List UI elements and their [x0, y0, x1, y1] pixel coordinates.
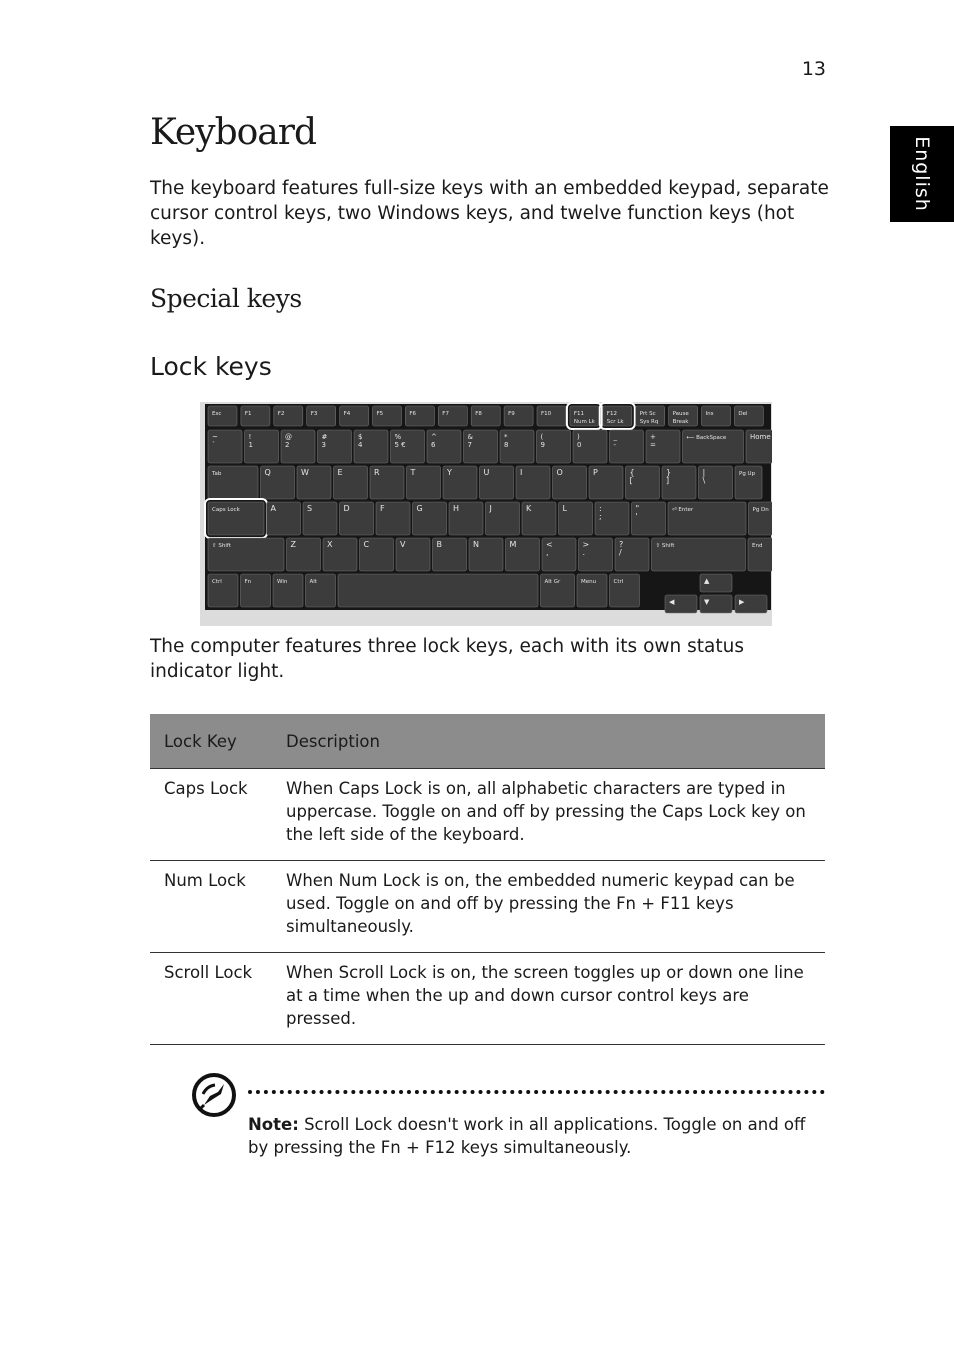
svg-text:Del: Del: [738, 411, 748, 417]
svg-text:Ctrl: Ctrl: [212, 579, 222, 585]
key-num-5: [391, 430, 425, 463]
svg-text:1: 1: [248, 441, 253, 449]
svg-text::: :: [599, 504, 602, 513]
svg-text:': ': [635, 512, 638, 521]
key-f1: [241, 406, 270, 426]
key-row4-5: [413, 502, 447, 535]
svg-text:4: 4: [358, 441, 363, 449]
svg-text:F: F: [380, 504, 385, 513]
key-row5-10: [615, 538, 649, 571]
svg-text:P: P: [593, 468, 598, 477]
svg-text:H: H: [453, 504, 460, 513]
key-row5-6: [469, 538, 503, 571]
key-num-9: [537, 430, 571, 463]
key-row5-8: [542, 538, 576, 571]
key-esc: [208, 406, 237, 426]
lock-key-name: Caps Lock: [150, 769, 272, 861]
key-num-4: [354, 430, 388, 463]
svg-text:Sys Rq: Sys Rq: [639, 419, 659, 425]
svg-text:S: S: [307, 504, 313, 513]
svg-text:&: &: [467, 433, 473, 441]
key-row6-0: [208, 574, 238, 607]
key-pause: [669, 406, 698, 426]
header-description: Description: [272, 714, 825, 769]
key-row6-4: [338, 574, 538, 607]
svg-text:@: @: [285, 433, 292, 441]
key-num-12: [646, 430, 680, 463]
svg-text:C: C: [363, 540, 370, 549]
key-num-3: [318, 430, 352, 463]
svg-text:Scr Lk: Scr Lk: [606, 419, 624, 425]
key-del: [734, 406, 763, 426]
svg-text:+: +: [650, 433, 656, 441]
key-f2: [274, 406, 303, 426]
key-arrow-down: [700, 595, 732, 613]
note-icon: [191, 1072, 237, 1118]
svg-text:^: ^: [431, 433, 437, 441]
svg-text:Pg Dn: Pg Dn: [752, 507, 769, 513]
key-num-11: [610, 430, 644, 463]
svg-text:X: X: [327, 540, 333, 549]
key-num-2: [281, 430, 315, 463]
key-row5-4: [396, 538, 430, 571]
svg-text:F12: F12: [606, 411, 617, 417]
svg-text:Ctrl: Ctrl: [613, 579, 624, 585]
svg-text:⏎ Enter: ⏎ Enter: [672, 507, 694, 513]
svg-text:Y: Y: [447, 468, 452, 477]
svg-text:F9: F9: [508, 411, 515, 417]
svg-text:\: \: [702, 476, 706, 485]
key-arrow-up: [700, 574, 732, 592]
page-title: Keyboard: [150, 112, 317, 153]
svg-text:": ": [635, 504, 640, 513]
svg-text:A: A: [270, 504, 276, 513]
svg-text:Menu: Menu: [581, 579, 597, 585]
lock-key-description: When Scroll Lock is on, the screen toggles up or down one line at a time when the up and down cursor control keys are pressed.: [272, 953, 825, 1045]
keyboard-image: [200, 402, 772, 626]
key-caps-lock: [208, 502, 264, 535]
key-row6-2: [273, 574, 303, 607]
svg-text:<: <: [546, 540, 553, 549]
key-row5-12: [748, 538, 772, 571]
key-row3-0: [208, 466, 258, 499]
language-tab-label: English: [911, 136, 933, 212]
key-row4-6: [449, 502, 483, 535]
key-row6-3: [306, 574, 336, 607]
key-row6-6: [577, 574, 607, 607]
key-arrow-right: [735, 595, 767, 613]
svg-text:8: 8: [504, 441, 509, 449]
svg-text:/: /: [619, 548, 622, 557]
key-row3-10: [589, 466, 623, 499]
svg-text:⟵ BackSpace: ⟵ BackSpace: [686, 435, 727, 441]
svg-text:Z: Z: [290, 540, 296, 549]
svg-text:Q: Q: [264, 468, 271, 477]
key-row4-1: [267, 502, 301, 535]
key-row4-7: [486, 502, 520, 535]
svg-text:Pg Up: Pg Up: [739, 471, 756, 477]
svg-text:Win: Win: [277, 579, 288, 585]
svg-text:G: G: [416, 504, 423, 513]
key-ins: [702, 406, 731, 426]
svg-text:]: ]: [666, 476, 670, 485]
svg-text:F6: F6: [409, 411, 417, 417]
key-row5-9: [579, 538, 613, 571]
note-label: Note:: [248, 1115, 299, 1134]
key-f10: [537, 406, 566, 426]
svg-text:2: 2: [285, 441, 290, 449]
svg-text:K: K: [526, 504, 532, 513]
key-f8: [471, 406, 500, 426]
svg-text:F8: F8: [475, 411, 482, 417]
svg-text:F11: F11: [573, 411, 585, 417]
page-number: 13: [801, 58, 826, 80]
svg-text:Break: Break: [672, 419, 689, 425]
svg-text:T: T: [410, 468, 416, 477]
svg-text:=: =: [650, 441, 656, 449]
svg-text:}: }: [666, 468, 672, 477]
key-row3-9: [553, 466, 587, 499]
svg-text:Fn: Fn: [244, 579, 252, 585]
key-f4: [340, 406, 369, 426]
key-f3: [307, 406, 336, 426]
key-num-6: [427, 430, 461, 463]
svg-text:$: $: [358, 433, 363, 441]
table-row: [150, 953, 825, 1045]
key-row5-1: [287, 538, 321, 571]
svg-text:F5: F5: [376, 411, 384, 417]
svg-text:L: L: [562, 504, 567, 513]
svg-text:#: #: [321, 433, 328, 441]
svg-text:W: W: [301, 468, 309, 477]
key-row6-5: [541, 574, 575, 607]
lock-keys-table: [150, 714, 825, 1045]
svg-text:{: {: [629, 468, 635, 477]
svg-text:.: .: [582, 548, 586, 557]
note-text: Scroll Lock doesn't work in all applications. Toggle on and off by pressing the Fn + F12 keys simultaneously.: [248, 1115, 806, 1157]
svg-text:⇧ Shift: ⇧ Shift: [212, 543, 231, 549]
svg-text:◀: ◀: [669, 598, 675, 606]
key-row4-8: [522, 502, 556, 535]
key-num-8: [500, 430, 534, 463]
key-row5-11: [652, 538, 746, 571]
svg-text:E: E: [337, 468, 343, 477]
key-row4-9: [559, 502, 593, 535]
key-num-7: [464, 430, 498, 463]
svg-text:O: O: [556, 468, 563, 477]
svg-text:`: `: [212, 441, 216, 449]
svg-text:▶: ▶: [739, 598, 745, 606]
key-row3-7: [480, 466, 514, 499]
svg-text:Num Lk: Num Lk: [573, 419, 595, 425]
key-row5-2: [323, 538, 357, 571]
key-f11: [570, 406, 599, 426]
table-row: [150, 769, 825, 861]
svg-text:D: D: [343, 504, 350, 513]
key-row3-5: [407, 466, 441, 499]
svg-text:I: I: [520, 468, 523, 477]
svg-text:Home: Home: [750, 433, 771, 441]
svg-text:M: M: [509, 540, 517, 549]
svg-text:V: V: [400, 540, 406, 549]
svg-text:▲: ▲: [704, 577, 710, 585]
key-row4-2: [303, 502, 337, 535]
svg-text:B: B: [436, 540, 442, 549]
key-row3-11: [626, 466, 660, 499]
svg-text:F4: F4: [343, 411, 351, 417]
key-row3-1: [261, 466, 295, 499]
section-title: Special keys: [150, 284, 302, 313]
lock-key-description: When Num Lock is on, the embedded numeric keypad can be used. Toggle on and off by pressing the Fn + F11 keys simultaneously.: [272, 861, 825, 953]
key-row3-3: [334, 466, 368, 499]
svg-text:7: 7: [467, 441, 472, 449]
key-row3-8: [516, 466, 550, 499]
svg-text:Alt Gr: Alt Gr: [544, 579, 561, 585]
key-row3-14: [735, 466, 762, 499]
svg-text:Esc: Esc: [212, 411, 222, 417]
svg-text:3: 3: [321, 441, 326, 449]
svg-text:End: End: [752, 543, 763, 549]
svg-text:(: (: [540, 433, 544, 441]
key-arrow-left: [665, 595, 697, 613]
key-row3-13: [699, 466, 733, 499]
svg-text:Caps Lock: Caps Lock: [212, 507, 240, 513]
key-row6-1: [241, 574, 271, 607]
subsection-title: Lock keys: [150, 352, 272, 381]
intro-paragraph: The keyboard features full-size keys with an embedded keypad, separate cursor control keys, two Windows keys, and twelve function keys (hot keys).: [150, 178, 829, 249]
table-row: [150, 861, 825, 953]
svg-text:Pause: Pause: [672, 411, 689, 417]
svg-text:R: R: [374, 468, 380, 477]
key-row6-7: [610, 574, 640, 607]
lock-key-description: When Caps Lock is on, all alphabetic characters are typed in uppercase. Toggle on and off by pressing the Caps Lock key on the left side of the keyboard.: [272, 769, 825, 861]
lock-key-name: Scroll Lock: [150, 953, 272, 1045]
key-row3-12: [662, 466, 696, 499]
svg-text:⇧ Shift: ⇧ Shift: [655, 543, 675, 549]
svg-text:!: !: [248, 433, 252, 441]
key-row5-3: [360, 538, 394, 571]
svg-text:U: U: [483, 468, 490, 477]
svg-text:Alt: Alt: [309, 579, 317, 585]
key-row5-7: [506, 538, 540, 571]
note-divider: [248, 1090, 825, 1094]
key-row5-0: [208, 538, 284, 571]
svg-text:,: ,: [546, 548, 549, 557]
key-f9: [504, 406, 533, 426]
key-f6: [405, 406, 434, 426]
svg-text:F2: F2: [277, 411, 285, 417]
svg-text:F3: F3: [310, 411, 318, 417]
key-num-13: [683, 430, 744, 463]
key-row3-6: [443, 466, 477, 499]
key-prt-sc: [636, 406, 665, 426]
key-num-10: [573, 430, 607, 463]
svg-text:%: %: [394, 433, 402, 441]
key-f12: [603, 406, 632, 426]
svg-text:-: -: [613, 441, 617, 449]
key-row4-4: [376, 502, 410, 535]
svg-text:F7: F7: [442, 411, 449, 417]
svg-text:F1: F1: [244, 411, 252, 417]
svg-text:Tab: Tab: [212, 471, 222, 477]
table-header-row: [150, 714, 825, 769]
key-row4-11: [632, 502, 666, 535]
svg-text:Ins: Ins: [705, 411, 714, 417]
note-paragraph: [248, 1113, 828, 1159]
key-row5-5: [433, 538, 467, 571]
svg-text:): ): [577, 433, 580, 441]
svg-text:0: 0: [577, 441, 582, 449]
key-row4-13: [749, 502, 773, 535]
svg-text:5 €: 5 €: [394, 441, 406, 449]
key-num-1: [245, 430, 279, 463]
key-row4-3: [340, 502, 374, 535]
language-tab: [890, 126, 954, 222]
svg-text:▼: ▼: [704, 598, 710, 606]
svg-text:?: ?: [619, 540, 624, 549]
key-num-0: [208, 430, 242, 463]
svg-text:|: |: [702, 468, 706, 477]
svg-text:N: N: [473, 540, 479, 549]
key-row4-12: [668, 502, 746, 535]
key-row3-2: [297, 466, 331, 499]
header-lock-key: Lock Key: [150, 714, 272, 769]
svg-text:6: 6: [431, 441, 436, 449]
lock-intro-paragraph: The computer features three lock keys, each with its own status indicator light.: [150, 636, 744, 682]
key-row4-10: [595, 502, 629, 535]
key-f5: [373, 406, 402, 426]
svg-text:>: >: [582, 540, 590, 549]
svg-text:F10: F10: [541, 411, 552, 417]
lock-key-name: Num Lock: [150, 861, 272, 953]
svg-text:_: _: [613, 433, 617, 441]
svg-text:~: ~: [212, 433, 218, 441]
svg-text:Prt Sc: Prt Sc: [639, 411, 656, 417]
key-f7: [438, 406, 467, 426]
svg-text:;: ;: [599, 512, 602, 521]
svg-text:J: J: [489, 504, 492, 513]
svg-text:[: [: [629, 476, 633, 485]
key-row3-4: [370, 466, 404, 499]
key-num-14: [746, 430, 772, 463]
svg-text:9: 9: [540, 441, 545, 449]
svg-text:*: *: [504, 433, 508, 441]
